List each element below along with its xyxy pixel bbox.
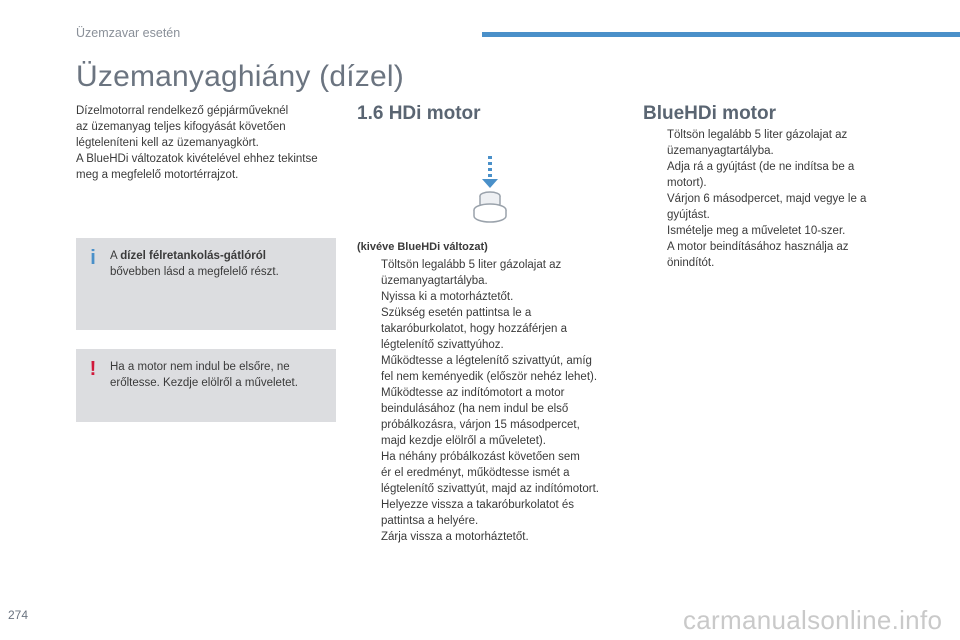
- step-text: pattintsa a helyére.: [381, 515, 479, 527]
- step-text: beindulásához (ha nem indul be első: [381, 403, 569, 415]
- step-text: fel nem keményedik (először nehéz lehet).: [381, 371, 598, 383]
- page-title: Üzemanyaghiány (dízel): [76, 60, 404, 93]
- warning-line: erőltesse. Kezdje elölről a műveletet.: [110, 377, 298, 389]
- info-icon: i: [90, 247, 96, 269]
- intro-paragraph: [76, 103, 346, 183]
- step-text: A motor beindításához használja az: [667, 241, 849, 253]
- list-item: [643, 239, 893, 271]
- step-text: Működtesse az indítómotort a motor: [381, 387, 565, 399]
- step-text: Szükség esetén pattintsa le a: [381, 307, 532, 319]
- info-box-text: [110, 248, 330, 280]
- warning-box: [76, 349, 336, 422]
- list-item: [357, 289, 622, 305]
- step-text: majd kezdje elölről a műveletet).: [381, 435, 546, 447]
- intro-line: az üzemanyag teljes kifogyását követően: [76, 121, 286, 133]
- info-box-prefix: A: [110, 250, 121, 262]
- intro-line: meg a megfelelő motortérrajzot.: [76, 169, 239, 181]
- step-text: Ismételje meg a műveletet 10-szer.: [667, 225, 846, 237]
- list-item: [357, 449, 622, 497]
- intro-line: Dízelmotorral rendelkező gépjárműveknél: [76, 105, 289, 117]
- step-text: gyújtást.: [667, 209, 710, 221]
- fuel-primer-pump-icon: [470, 152, 510, 232]
- page-number: 274: [8, 608, 29, 622]
- step-text: Nyissa ki a motorháztetőt.: [381, 291, 514, 303]
- step-text: üzemanyagtartályba.: [667, 145, 774, 157]
- list-item: [643, 223, 893, 239]
- list-item: [643, 191, 893, 223]
- step-text: Ha néhány próbálkozást követően sem: [381, 451, 580, 463]
- hdi-subhead: (kivéve BlueHDi változat): [357, 241, 488, 253]
- list-item: [643, 159, 893, 191]
- header-accent-bar: [482, 32, 960, 37]
- warning-box-text: [110, 359, 330, 391]
- step-text: takaróburkolatot, hogy hozzáférjen a: [381, 323, 568, 335]
- step-text: próbálkozásra, várjon 15 másodpercet,: [381, 419, 580, 431]
- step-text: önindítót.: [667, 257, 715, 269]
- list-item: [357, 305, 622, 353]
- warning-icon: !: [89, 358, 97, 380]
- info-box: [76, 238, 336, 330]
- step-text: Töltsön legalább 5 liter gázolajat az: [381, 259, 562, 271]
- step-text: légtelenítő szivattyút, majd az indítómotort.: [381, 483, 599, 495]
- intro-line: légteleníteni kell az üzemanyagkört.: [76, 137, 259, 149]
- intro-line: A BlueHDi változatok kivételével ehhez tekintse: [76, 153, 318, 165]
- list-item: [357, 529, 622, 545]
- hdi-section-title: 1.6 HDi motor: [357, 103, 481, 124]
- step-text: légtelenítő szivattyúhoz.: [381, 339, 504, 351]
- step-text: Adja rá a gyújtást (de ne indítsa be a: [667, 161, 855, 173]
- step-text: motort).: [667, 177, 707, 189]
- hdi-steps-list: [357, 257, 622, 545]
- list-item: [357, 385, 622, 449]
- step-text: üzemanyagtartályba.: [381, 275, 488, 287]
- step-text: Várjon 6 másodpercet, majd vegye le a: [667, 193, 867, 205]
- info-box-rest: bővebben lásd a megfelelő részt.: [110, 266, 279, 278]
- info-box-bold: dízel félretankolás-gátlóról: [120, 250, 266, 262]
- list-item: [357, 353, 622, 385]
- step-text: ér el eredményt, működtesse ismét a: [381, 467, 570, 479]
- list-item: [357, 257, 622, 289]
- warning-line: Ha a motor nem indul be elsőre, ne: [110, 361, 290, 373]
- section-header-label: Üzemzavar esetén: [76, 26, 181, 40]
- bluehdi-section-title: BlueHDi motor: [643, 103, 776, 124]
- watermark: carmanualsonline.info: [683, 605, 943, 635]
- step-text: Működtesse a légtelenítő szivattyút, amíg: [381, 355, 592, 367]
- step-text: Helyezze vissza a takaróburkolatot és: [381, 499, 575, 511]
- step-text: Töltsön legalább 5 liter gázolajat az: [667, 129, 848, 141]
- bluehdi-steps-list: [643, 127, 893, 271]
- list-item: [643, 127, 893, 159]
- step-text: Zárja vissza a motorháztetőt.: [381, 531, 529, 543]
- list-item: [357, 497, 622, 529]
